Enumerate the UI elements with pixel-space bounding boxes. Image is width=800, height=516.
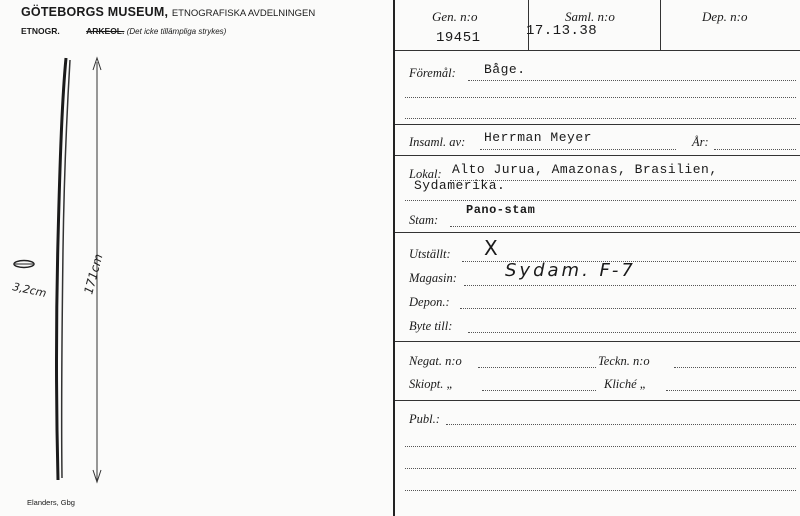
section-rule-4 xyxy=(395,341,800,342)
section-rule-1 xyxy=(395,124,800,125)
gen-label: Gen. n:o xyxy=(432,9,478,24)
publ-line-4 xyxy=(405,490,796,491)
col-sep-2 xyxy=(660,0,661,50)
saml-value: 17.13.38 xyxy=(526,23,598,39)
length-label: 171cm xyxy=(81,252,106,296)
negat-label: Negat. n:o xyxy=(409,354,462,368)
printer-mark: Elanders, Gbg xyxy=(27,498,75,507)
width-label: 3,2cm xyxy=(11,280,48,301)
magasin-line xyxy=(464,285,796,286)
saml-label: Saml. n:o xyxy=(565,9,615,24)
byte-line xyxy=(468,332,796,333)
dep-label: Dep. n:o xyxy=(702,9,748,24)
publ-label: Publ.: xyxy=(409,412,440,426)
section-rule-5 xyxy=(395,400,800,401)
byte-label: Byte till: xyxy=(409,319,453,333)
lokal-value-1: Alto Jurua, Amazonas, Brasilien, xyxy=(452,162,718,177)
ar-label: År: xyxy=(692,135,709,149)
publ-line-3 xyxy=(405,468,796,469)
insaml-label: Insaml. av: xyxy=(409,135,466,149)
publ-line xyxy=(446,424,796,425)
museum-title xyxy=(21,5,315,19)
department-name: ETNOGRAFISKA AVDELNINGEN xyxy=(171,8,316,19)
foremal-line-3 xyxy=(405,118,796,119)
bow-sketch xyxy=(0,40,380,500)
kliche-label: Kliché „ xyxy=(604,377,647,391)
teckn-line xyxy=(674,367,796,368)
publ-line-2 xyxy=(405,446,796,447)
arkeol-label: ARKEOL. xyxy=(86,26,125,36)
lokal-line xyxy=(450,180,796,181)
lokal-line-2 xyxy=(405,200,796,201)
etnogr-label: ETNOGR. xyxy=(21,26,60,36)
insaml-value: Herrman Meyer xyxy=(484,130,592,145)
depon-label: Depon.: xyxy=(409,295,450,309)
utstallt-label: Utställt: xyxy=(409,247,451,261)
negat-line xyxy=(478,367,596,368)
magasin-value: Sydam. F-7 xyxy=(505,260,636,281)
strike-hint: (Det icke tillämpliga strykes) xyxy=(126,27,227,36)
utstallt-value: X xyxy=(484,236,501,260)
foremal-value: Båge. xyxy=(484,62,526,77)
foremal-line-2 xyxy=(405,97,796,98)
museum-name: GÖTEBORGS MUSEUM, xyxy=(21,5,169,19)
gen-value: 19451 xyxy=(436,30,481,46)
stam-line xyxy=(450,226,796,227)
card-divider xyxy=(393,0,395,516)
stam-label: Stam: xyxy=(409,213,439,227)
foremal-label: Föremål: xyxy=(409,66,456,80)
foremal-line xyxy=(468,80,796,81)
kliche-line xyxy=(666,390,796,391)
skiopt-line xyxy=(482,390,596,391)
lokal-value-2: Sydamerika. xyxy=(414,178,506,193)
skiopt-label: Skiopt. „ xyxy=(409,377,454,391)
section-rule-2 xyxy=(395,155,800,156)
ar-line xyxy=(714,149,796,150)
stam-value: Pano-stam xyxy=(466,203,536,217)
department-line xyxy=(21,26,226,36)
depon-line xyxy=(460,308,796,309)
insaml-line xyxy=(480,149,676,150)
magasin-label: Magasin: xyxy=(409,271,457,285)
section-rule-3 xyxy=(395,232,800,233)
lokal-label: Lokal: xyxy=(409,167,442,181)
header-rule xyxy=(395,50,800,51)
teckn-label: Teckn. n:o xyxy=(598,354,650,368)
